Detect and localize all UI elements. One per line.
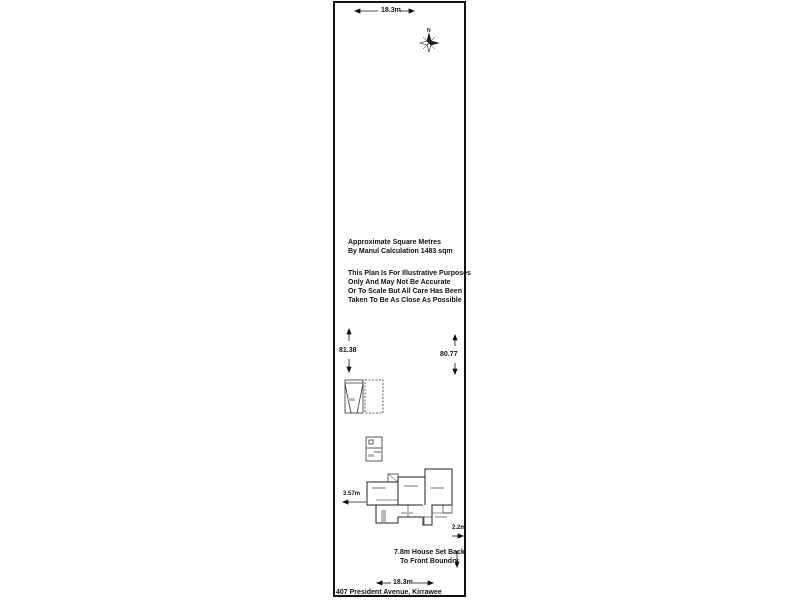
disclaimer-line4: Taken To Be As Close As Possible	[348, 297, 462, 304]
area-note-line2: By Manul Calculation 1483 sqm	[348, 248, 453, 255]
setback-note-line1: 7.8m House Set Back	[394, 549, 465, 556]
garage-outline	[345, 380, 383, 413]
compass-icon	[420, 34, 438, 52]
top-width-label: 18.3m	[381, 7, 401, 14]
disclaimer-note	[348, 269, 471, 305]
shed-outline	[366, 437, 382, 461]
area-note	[348, 238, 453, 256]
house-floorplan	[367, 469, 452, 525]
right-setback-label: 2.2m	[452, 525, 466, 531]
disclaimer-line2: Only And May Not Be Accurate	[348, 279, 451, 286]
right-depth-label: 80.77	[440, 351, 458, 358]
side-setback-label: 3.57m	[343, 491, 361, 497]
left-depth-label: 81.38	[339, 347, 357, 354]
disclaimer-line3: Or To Scale But All Care Has Been	[348, 288, 462, 295]
bottom-width-label: 18.3m	[393, 579, 413, 586]
setback-note-line2: To Front Boundry	[400, 558, 459, 565]
disclaimer-line1: This Plan Is For Illustrative Purposes	[348, 270, 471, 277]
side-setback-arrow	[343, 500, 366, 504]
compass-north-label: N	[427, 28, 431, 34]
address-label: 407 President Avenue, Kirrawee	[336, 589, 442, 596]
right-setback-arrow	[452, 534, 463, 538]
setback-note	[394, 548, 465, 566]
area-note-line1: Approximate Square Metres	[348, 239, 441, 246]
